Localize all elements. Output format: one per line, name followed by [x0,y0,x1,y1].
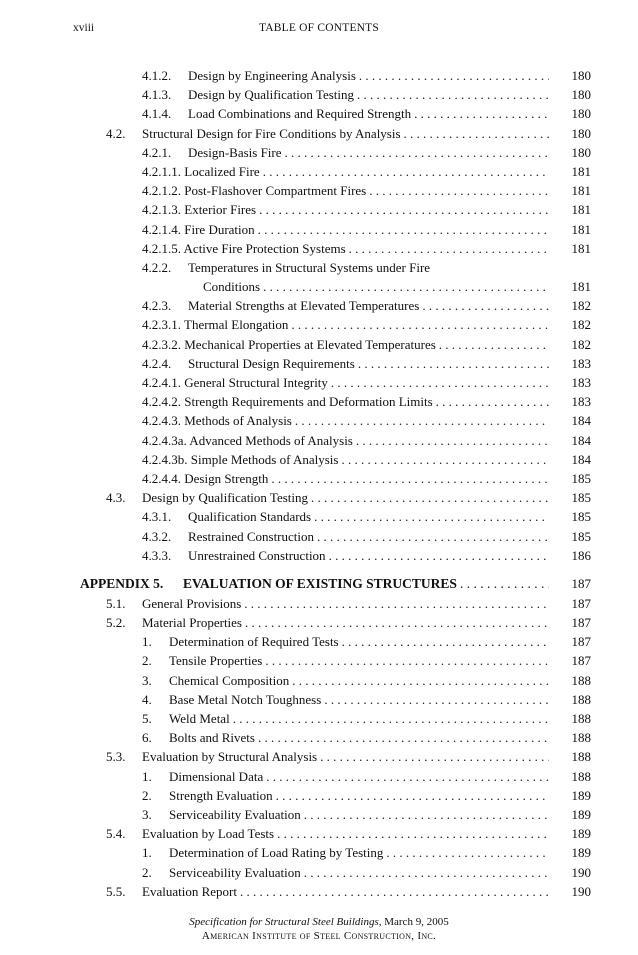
dot-leader [317,527,549,546]
toc-entry-page: 187 [571,595,591,611]
dot-leader [292,671,549,690]
toc-entry-page: 188 [571,768,591,784]
toc-entry-page: 181 [571,202,591,218]
dot-leader [341,450,549,469]
toc-entry-title: Dimensional Data [169,768,264,784]
dot-leader [258,220,549,239]
toc-entry-number: 5. [142,711,152,726]
dot-leader [258,728,549,747]
toc-entry [0,488,638,507]
toc-entry-page: 181 [571,221,591,237]
toc-entry [0,843,638,862]
toc-entry [0,431,638,450]
toc-entry-page: 189 [571,787,591,803]
toc-entry-page: 187 [571,615,591,631]
toc-entry-page: 190 [571,883,591,899]
toc-entry-title: 4.2.1.5. Active Fire Protection Systems [142,240,346,256]
toc-entry-number: 3. [142,806,152,822]
toc-entry-number: 5.2. [106,615,126,631]
toc-entry [0,335,638,354]
toc-entry [0,85,638,104]
toc-entry-title: Material Strengths at Elevated Temperatures [188,298,420,314]
toc-entry-page: 181 [571,163,591,179]
toc-entry [0,507,638,526]
toc-entry [0,690,638,709]
toc-entry-page: 181 [571,240,591,256]
toc-entry-page: 188 [571,672,591,688]
dot-leader [266,767,549,786]
toc-entry-number: 6. [142,730,152,746]
toc-entry [0,594,638,613]
footer-organization: American Institute of Steel Construction, Inc. [201,930,437,942]
dot-leader [276,786,549,805]
page-footer [0,915,638,943]
toc-entry-number: 1. [142,845,152,861]
toc-entry-number: 4.1.2. [142,68,172,83]
toc-entry-page: 182 [571,298,591,314]
toc-entry-number: 5.1. [106,595,126,611]
footer-date: March 9, 2005 [384,916,449,928]
dot-leader [263,277,549,296]
dot-leader [386,843,549,862]
toc-entry [0,373,638,392]
toc-entry-number: 4.3.3. [142,547,172,563]
toc-entry-page: 183 [571,394,591,410]
toc-entry-number: 4.3.1. [142,509,172,525]
toc-entry [0,124,638,143]
toc-entry-page: 183 [571,355,591,371]
toc-entry-title: Evaluation by Load Tests [142,826,275,842]
toc-entry-title: Design by Qualification Testing [142,490,309,506]
toc-entry-title: Tensile Properties [169,653,263,669]
toc-entry-page: 185 [571,490,591,506]
toc-entry-title: Conditions [203,279,261,295]
toc-entry-page: 183 [571,375,591,390]
toc-entry-title: Determination of Required Tests [169,634,339,650]
toc-entry-page: 181 [571,279,591,295]
toc-entry-page: 184 [571,432,591,448]
toc-entry-title: Evaluation by Structural Analysis [142,749,318,765]
toc-entry-page: 180 [571,106,591,122]
toc-entry-title: 4.2.1.1. Localized Fire [142,163,260,179]
dot-leader [356,431,549,450]
toc-entry-page: 180 [571,144,591,160]
toc-entry-title: Strength Evaluation [169,787,273,803]
dot-leader [359,66,549,85]
toc-entry-number: 2. [142,787,152,803]
table-of-contents [0,66,638,901]
toc-entry-page: 188 [571,749,591,765]
toc-entry [0,651,638,670]
toc-entry-number: 5.3. [106,749,126,765]
toc-entry-page: 186 [571,547,591,563]
toc-entry-title: Load Combinations and Required Strength [188,106,412,122]
toc-entry [0,786,638,805]
toc-entry-title: Determination of Load Rating by Testing [169,845,384,861]
toc-entry-title: Temperatures in Structural Systems under Fire [188,259,431,275]
toc-entry-title: Structural Design Requirements [188,355,355,371]
toc-entry-page: 185 [571,470,591,486]
dot-leader [314,507,549,526]
toc-entry [0,824,638,843]
toc-entry [0,277,638,296]
toc-entry-number: 2. [142,653,152,669]
toc-entry [0,709,638,728]
toc-entry-page: 188 [571,691,591,707]
toc-entry-title: 4.2.4.3a. Advanced Methods of Analysis [142,432,353,448]
toc-entry-title: Serviceability Evaluation [169,806,301,822]
toc-entry-number: 4. [142,691,152,707]
dot-leader [460,573,549,594]
toc-entry [0,411,638,430]
toc-entry-title: 4.2.1.3. Exterior Fires [142,202,257,218]
toc-entry-title: Bolts and Rivets [169,730,255,746]
toc-entry-title: Material Properties [142,615,242,631]
page-header [0,22,638,40]
toc-entry-title: 4.2.4.3b. Simple Methods of Analysis [142,451,339,467]
toc-entry [0,392,638,411]
toc-entry-page: 184 [571,451,591,467]
toc-entry-number: 4.1.4. [142,106,172,122]
toc-entry-number: 4.3.2. [142,528,172,544]
toc-entry [0,728,638,747]
toc-entry [0,613,638,632]
toc-entry-title: Serviceability Evaluation [169,864,301,880]
toc-entry-number: 4.2.2. [142,259,172,275]
toc-entry-page: 180 [571,87,591,103]
toc-entry-number: 3. [142,672,152,688]
dot-leader [291,315,549,334]
dot-leader [404,124,549,143]
toc-entry-page: 182 [571,336,591,352]
toc-entry [0,527,638,546]
toc-entry-page: 187 [571,575,591,591]
toc-entry-number: 5.5. [106,883,126,899]
toc-entry [0,546,638,565]
toc-entry [0,469,638,488]
dot-leader [263,162,549,181]
toc-entry-title: Weld Metal [169,711,230,726]
toc-entry-title: EVALUATION OF EXISTING STRUCTURES [183,575,457,591]
toc-entry-page: 182 [571,317,591,333]
toc-entry-title: 4.2.1.2. Post-Flashover Compartment Fires [142,183,367,199]
dot-leader [357,85,549,104]
dot-leader [342,632,549,651]
toc-entry [0,258,638,277]
toc-entry-title: Design by Engineering Analysis [188,68,356,83]
toc-entry-page: 180 [571,68,591,83]
toc-entry-title: Chemical Composition [169,672,290,688]
toc-entry-number: 4.2.3. [142,298,172,314]
dot-leader [331,373,549,392]
toc-entry [0,162,638,181]
toc-entry-title: Base Metal Notch Toughness [169,691,322,707]
running-title: TABLE OF CONTENTS [258,22,380,34]
toc-entry [0,239,638,258]
dot-leader [233,709,549,728]
toc-entry-number: 5.4. [106,826,126,842]
dot-leader [320,747,549,766]
dot-leader [295,411,549,430]
toc-entry-title: 4.2.4.4. Design Strength [142,470,269,486]
dot-leader [265,651,549,670]
toc-entry-page: 188 [571,711,591,726]
toc-entry-title: General Provisions [142,595,242,611]
toc-entry [0,66,638,85]
toc-entry-page: 188 [571,730,591,746]
toc-entry [0,671,638,690]
toc-entry [0,882,638,901]
toc-entry-page: 185 [571,509,591,525]
toc-entry-title: Evaluation Report [142,883,237,899]
toc-entry-number: APPENDIX 5. [80,575,164,591]
toc-entry-page: 190 [571,864,591,880]
dot-leader [304,863,549,882]
dot-leader [414,104,549,123]
toc-entry-number: 4.2.1. [142,144,172,160]
toc-entry [0,863,638,882]
toc-entry-page: 187 [571,634,591,650]
dot-leader [277,824,549,843]
toc-entry-number: 4.2.4. [142,355,172,371]
toc-entry-number: 1. [142,768,152,784]
toc-entry-number: 4.2. [106,125,126,141]
dot-leader [285,143,549,162]
toc-entry [0,747,638,766]
toc-entry-number: 2. [142,864,152,880]
dot-leader [240,882,549,901]
toc-entry-title: Unrestrained Construction [188,547,326,563]
toc-entry [0,220,638,239]
toc-entry-title: 4.2.3.1. Thermal Elongation [142,317,289,333]
toc-entry-number: 1. [142,634,152,650]
toc-entry-title: 4.2.1.4. Fire Duration [142,221,255,237]
toc-entry-page: 181 [571,183,591,199]
toc-entry [0,805,638,824]
dot-leader [245,613,549,632]
dot-leader [422,296,549,315]
dot-leader [244,594,549,613]
toc-entry [0,181,638,200]
dot-leader [259,200,549,219]
toc-entry [0,200,638,219]
toc-entry-title: 4.2.4.2. Strength Requirements and Deformation Limits [142,394,433,410]
dot-leader [349,239,549,258]
toc-entry-number: 4.3. [106,490,126,506]
page-number: xviii [73,22,95,34]
toc-entry [0,450,638,469]
toc-entry [0,767,638,786]
toc-entry-number: 4.1.3. [142,87,172,103]
dot-leader [329,546,549,565]
toc-entry-title: 4.2.3.2. Mechanical Properties at Elevated Temperatures [142,336,436,352]
dot-leader [311,488,549,507]
toc-entry [0,315,638,334]
toc-entry [0,296,638,315]
toc-entry-title: Qualification Standards [188,509,312,525]
toc-entry-title: Restrained Construction [188,528,315,544]
dot-leader [436,392,549,411]
dot-leader [304,805,549,824]
dot-leader [271,469,549,488]
dot-leader [369,181,549,200]
toc-entry [0,354,638,373]
dot-leader [324,690,549,709]
toc-entry [0,143,638,162]
toc-entry-title: 4.2.4.1. General Structural Integrity [142,375,328,390]
footer-citation: Specification for Structural Steel Buildings, [189,916,382,928]
toc-entry-page: 187 [571,653,591,669]
dot-leader [358,354,549,373]
toc-entry [0,632,638,651]
toc-entry [0,104,638,123]
toc-entry-title: 4.2.4.3. Methods of Analysis [142,413,292,429]
toc-entry-page: 184 [571,413,591,429]
appendix-heading [0,573,638,594]
toc-entry-title: Design-Basis Fire [188,144,282,160]
toc-entry-title: Structural Design for Fire Conditions by Analysis [142,125,401,141]
toc-entry-page: 180 [571,125,591,141]
toc-entry-page: 189 [571,826,591,842]
toc-entry-title: Design by Qualification Testing [188,87,355,103]
dot-leader [439,335,549,354]
toc-entry-page: 189 [571,845,591,861]
toc-entry-page: 185 [571,528,591,544]
toc-entry-page: 189 [571,806,591,822]
